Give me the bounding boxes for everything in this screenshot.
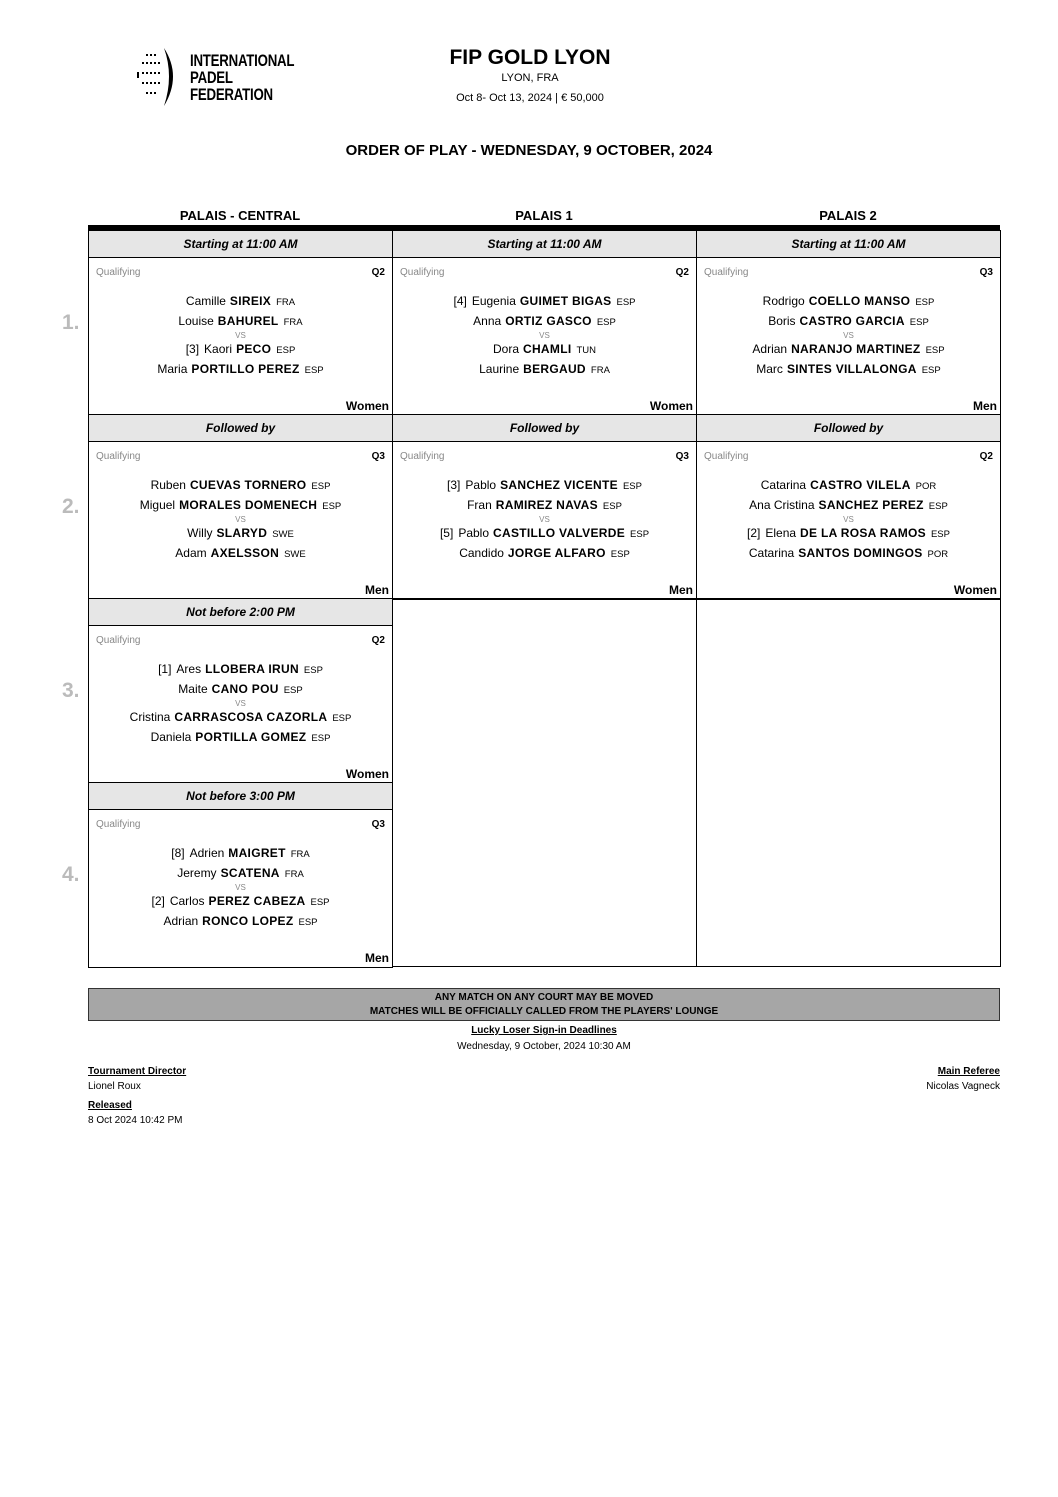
player-last-name: PEREZ CABEZA (208, 894, 306, 908)
released-label: Released (88, 1100, 132, 1111)
player-first-name: Daniela (150, 730, 192, 744)
match-cell (88, 414, 393, 600)
slot-time: Starting at 11:00 AM (89, 231, 392, 258)
match-category: Qualifying (96, 819, 141, 830)
player-seed: [1] (158, 662, 172, 676)
player-last-name: CASTRO GARCIA (799, 314, 905, 328)
player-line (393, 546, 696, 560)
player-first-name: Eugenia (471, 294, 516, 308)
player-last-name: NARANJO MARTINEZ (791, 342, 921, 356)
player-first-name: Miguel (139, 498, 176, 512)
player-last-name: SIREIX (229, 294, 272, 308)
player-line (697, 294, 1000, 308)
player-country: ESP (303, 665, 323, 676)
player-country: POR (915, 481, 937, 492)
player-country: ESP (610, 549, 630, 560)
player-country: ESP (909, 317, 929, 328)
player-country: FRA (590, 365, 610, 376)
player-last-name: CHAMLI (523, 342, 572, 356)
player-first-name: Willy (187, 526, 213, 540)
player-seed: [3] (447, 478, 461, 492)
player-line (393, 498, 696, 512)
player-first-name: Kaori (204, 342, 233, 356)
player-last-name: LLOBERA IRUN (205, 662, 299, 676)
player-country: FRA (283, 317, 303, 328)
player-first-name: Ana Cristina (749, 498, 815, 512)
match-round: Q2 (371, 635, 385, 646)
player-first-name: Pablo (458, 526, 490, 540)
player-last-name: CANO POU (211, 682, 279, 696)
player-last-name: MORALES DOMENECH (179, 498, 318, 512)
player-first-name: Catarina (760, 478, 807, 492)
player-first-name: Adrian (163, 914, 199, 928)
director-name: Lionel Roux (88, 1081, 141, 1092)
player-line (89, 314, 392, 328)
player-country: SWE (272, 529, 294, 540)
player-first-name: Adrian (752, 342, 788, 356)
player-seed: [2] (151, 894, 165, 908)
player-last-name: SLARYD (216, 526, 268, 540)
player-line (393, 342, 696, 356)
player-first-name: Ruben (150, 478, 186, 492)
player-last-name: PECO (236, 342, 272, 356)
player-country: ESP (298, 917, 318, 928)
match-cell (392, 414, 697, 600)
vs-label: VS (235, 515, 246, 524)
player-line (697, 546, 1000, 560)
match-body (697, 258, 1000, 415)
lucky-loser-label: Lucky Loser Sign-in Deadlines (471, 1025, 617, 1036)
match-gender: Women (345, 767, 389, 781)
player-last-name: PORTILLA GOMEZ (195, 730, 307, 744)
match-category: Qualifying (704, 451, 749, 462)
player-first-name: Carlos (169, 894, 205, 908)
match-cell (696, 230, 1001, 416)
player-country: POR (927, 549, 949, 560)
player-line (89, 294, 392, 308)
player-line (393, 478, 696, 492)
player-country: ESP (602, 501, 622, 512)
player-seed: [3] (185, 342, 200, 356)
player-line (89, 662, 392, 676)
player-first-name: Catarina (748, 546, 795, 560)
player-country: FRA (276, 297, 296, 308)
player-country: ESP (928, 501, 948, 512)
player-last-name: DE LA ROSA RAMOS (800, 526, 926, 540)
player-country: ESP (332, 713, 352, 724)
referee-name: Nicolas Vagneck (926, 1081, 1000, 1092)
match-body (89, 626, 392, 783)
match-gender: Men (669, 583, 693, 597)
match-category: Qualifying (400, 451, 445, 462)
row-number: 1. (62, 311, 80, 334)
player-first-name: Adrien (189, 846, 225, 860)
player-line (89, 682, 392, 696)
tournament-location: LYON, FRA (501, 72, 559, 84)
player-line (89, 342, 392, 356)
player-country: ESP (322, 501, 342, 512)
player-country: ESP (596, 317, 616, 328)
player-last-name: AXELSSON (210, 546, 280, 560)
match-body (89, 442, 392, 599)
player-first-name: Candido (459, 546, 504, 560)
player-country: SWE (284, 549, 306, 560)
row-number: 2. (62, 495, 80, 518)
player-last-name: SANCHEZ PEREZ (818, 498, 924, 512)
player-line (393, 294, 696, 308)
player-first-name: Dora (492, 342, 519, 356)
player-last-name: PORTILLO PEREZ (191, 362, 300, 376)
player-country: FRA (284, 869, 304, 880)
player-last-name: RONCO LOPEZ (202, 914, 294, 928)
player-country: ESP (930, 529, 950, 540)
player-line (89, 730, 392, 744)
match-category: Qualifying (400, 267, 445, 278)
vs-label: VS (235, 883, 246, 892)
vs-label: VS (843, 331, 854, 340)
player-line (393, 526, 696, 540)
player-first-name: Cristina (129, 710, 171, 724)
match-body (393, 258, 696, 415)
player-first-name: Pablo (465, 478, 497, 492)
match-gender: Women (649, 399, 693, 413)
row-number: 4. (62, 863, 80, 886)
notice-line: ANY MATCH ON ANY COURT MAY BE MOVED (434, 992, 654, 1003)
row-number: 3. (62, 679, 80, 702)
player-seed: [2] (747, 526, 761, 540)
player-last-name: ORTIZ GASCO (505, 314, 592, 328)
match-gender: Men (365, 583, 389, 597)
slot-time: Not before 3:00 PM (89, 783, 392, 810)
match-category: Qualifying (96, 451, 141, 462)
released-value: 8 Oct 2024 10:42 PM (88, 1115, 183, 1126)
player-last-name: SCATENA (220, 866, 280, 880)
player-line (393, 362, 696, 376)
notice-line: MATCHES WILL BE OFFICIALLY CALLED FROM THE PLAYERS' LOUNGE (369, 1006, 719, 1017)
match-round: Q2 (371, 267, 385, 278)
player-first-name: Adam (175, 546, 207, 560)
empty-court-slot (696, 598, 1001, 967)
player-line (89, 526, 392, 540)
player-line (89, 498, 392, 512)
player-country: ESP (921, 365, 941, 376)
player-line (89, 914, 392, 928)
player-line (697, 526, 1000, 540)
match-cell (88, 782, 393, 968)
match-category: Qualifying (704, 267, 749, 278)
vs-label: VS (235, 699, 246, 708)
player-last-name: MAIGRET (228, 846, 286, 860)
slot-time: Followed by (89, 415, 392, 442)
match-round: Q2 (675, 267, 689, 278)
match-gender: Men (973, 399, 997, 413)
match-gender: Women (953, 583, 997, 597)
match-round: Q3 (979, 267, 993, 278)
match-gender: Men (365, 951, 389, 965)
player-first-name: Maria (157, 362, 188, 376)
logo-line: FEDERATION (190, 84, 273, 104)
player-last-name: BAHUREL (217, 314, 279, 328)
padel-racket-logo-icon (134, 46, 184, 108)
player-last-name: SANTOS DOMINGOS (798, 546, 923, 560)
player-first-name: Ares (176, 662, 202, 676)
player-line (89, 478, 392, 492)
player-last-name: CARRASCOSA CAZORLA (174, 710, 328, 724)
player-line (89, 866, 392, 880)
player-country: ESP (622, 481, 642, 492)
player-first-name: Marc (756, 362, 783, 376)
court-header: PALAIS 1 (515, 208, 573, 223)
court-header: PALAIS - CENTRAL (179, 208, 301, 223)
match-round: Q3 (371, 819, 385, 830)
referee-label: Main Referee (937, 1066, 1000, 1077)
player-country: ESP (311, 481, 331, 492)
tournament-dates: Oct 8- Oct 13, 2024 | € 50,000 (456, 92, 604, 104)
match-cell (392, 230, 697, 416)
player-country: TUN (576, 345, 596, 356)
player-line (697, 342, 1000, 356)
player-country: ESP (925, 345, 945, 356)
player-last-name: SANCHEZ VICENTE (500, 478, 618, 492)
player-last-name: BERGAUD (523, 362, 586, 376)
match-cell (88, 598, 393, 784)
player-country: ESP (304, 365, 324, 376)
player-first-name: Fran (467, 498, 492, 512)
slot-time: Starting at 11:00 AM (393, 231, 696, 258)
player-first-name: Camille (185, 294, 226, 308)
player-first-name: Rodrigo (762, 294, 805, 308)
player-country: ESP (630, 529, 650, 540)
player-first-name: Jeremy (177, 866, 217, 880)
player-last-name: JORGE ALFARO (507, 546, 606, 560)
match-body (697, 442, 1000, 599)
vs-label: VS (539, 331, 550, 340)
vs-label: VS (539, 515, 550, 524)
match-body (393, 442, 696, 599)
vs-label: VS (843, 515, 854, 524)
slot-time: Starting at 11:00 AM (697, 231, 1000, 258)
match-cell (696, 414, 1001, 600)
player-last-name: CASTRO VILELA (810, 478, 911, 492)
slot-time: Followed by (393, 415, 696, 442)
player-last-name: CASTILLO VALVERDE (493, 526, 626, 540)
player-line (697, 478, 1000, 492)
player-line (697, 498, 1000, 512)
ipf-logo (134, 46, 324, 108)
lucky-loser-deadline: Wednesday, 9 October, 2024 10:30 AM (457, 1041, 631, 1052)
player-seed: [5] (439, 526, 454, 540)
logo-line: INTERNATIONAL (190, 50, 295, 70)
match-cell (88, 230, 393, 416)
director-label: Tournament Director (88, 1066, 187, 1077)
player-country: ESP (311, 733, 331, 744)
order-of-play-title: ORDER OF PLAY - WEDNESDAY, 9 OCTOBER, 2024 (345, 142, 713, 159)
player-line (393, 314, 696, 328)
player-country: ESP (915, 297, 935, 308)
match-gender: Women (345, 399, 389, 413)
player-country: ESP (283, 685, 303, 696)
player-first-name: Louise (178, 314, 214, 328)
player-first-name: Anna (473, 314, 502, 328)
player-line (89, 894, 392, 908)
player-last-name: SINTES VILLALONGA (786, 362, 917, 376)
vs-label: VS (235, 331, 246, 340)
match-category: Qualifying (96, 635, 141, 646)
player-line (89, 846, 392, 860)
player-country: ESP (616, 297, 636, 308)
player-first-name: Elena (765, 526, 797, 540)
federation-name (190, 52, 294, 103)
player-country: ESP (310, 897, 330, 908)
match-category: Qualifying (96, 267, 141, 278)
player-first-name: Boris (768, 314, 796, 328)
player-last-name: GUIMET BIGAS (519, 294, 612, 308)
player-seed: [8] (171, 846, 185, 860)
tournament-title: FIP GOLD LYON (449, 46, 611, 69)
match-body (89, 258, 392, 415)
player-line (697, 362, 1000, 376)
player-line (89, 710, 392, 724)
player-last-name: COELLO MANSO (808, 294, 911, 308)
court-header: PALAIS 2 (819, 208, 877, 223)
logo-line: PADEL (190, 67, 233, 87)
player-first-name: Maite (178, 682, 208, 696)
empty-court-slot (392, 598, 697, 967)
player-last-name: RAMIREZ NAVAS (495, 498, 598, 512)
player-last-name: CUEVAS TORNERO (189, 478, 307, 492)
player-country: FRA (290, 849, 310, 860)
player-line (89, 546, 392, 560)
player-seed: [4] (453, 294, 467, 308)
slot-time: Not before 2:00 PM (89, 599, 392, 626)
player-first-name: Laurine (479, 362, 520, 376)
slot-time: Followed by (697, 415, 1000, 442)
player-line (89, 362, 392, 376)
match-round: Q3 (675, 451, 689, 462)
match-body (89, 810, 392, 967)
player-country: ESP (276, 345, 296, 356)
notice-banner (88, 988, 1000, 1021)
player-line (697, 314, 1000, 328)
match-round: Q3 (371, 451, 385, 462)
match-round: Q2 (979, 451, 993, 462)
